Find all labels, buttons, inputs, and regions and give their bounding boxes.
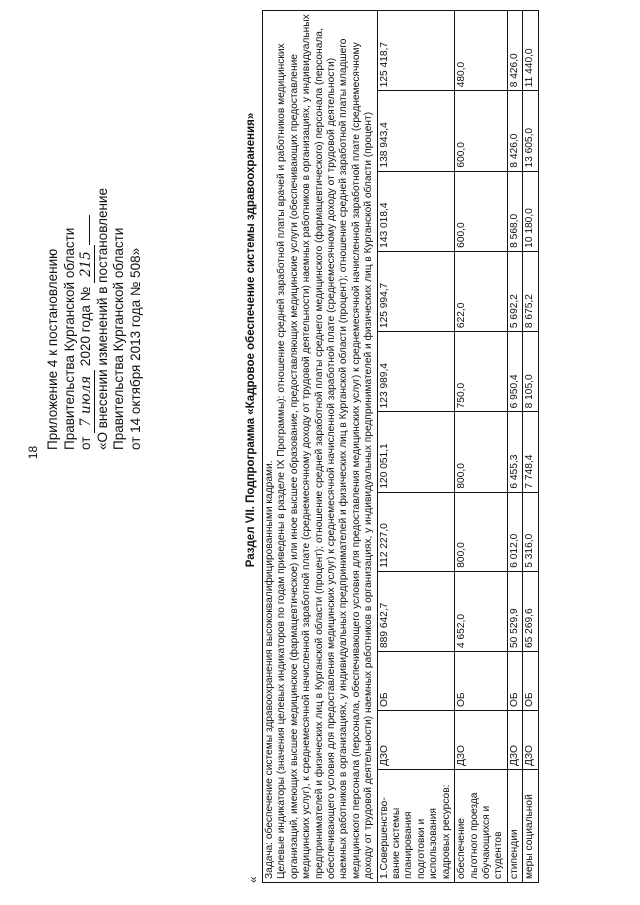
row-value: 600,0 [455,171,508,251]
row-value: 5 316,0 [523,492,538,571]
row-name: стипендии [507,770,522,883]
opening-quote: « [246,876,260,883]
appendix-line-1: Приложение 4 к постановлению [45,248,60,450]
row-value: 50 529,9 [507,571,522,651]
date-year: 2020 года № [78,286,93,367]
row-source: ОБ [377,652,454,711]
row-name: меры социальной [523,770,538,883]
row-value: 8 426,0 [507,91,522,171]
row-value: 125 994,7 [377,251,454,331]
task-text: Задача: обеспечение системы здравоохранения высококвалифицированными кадрами. [264,460,275,879]
subprogram-table [262,10,539,883]
row-value: 8 568,0 [507,171,522,251]
row-executor: ДЗО [455,711,508,770]
task-row [263,11,378,883]
row-value: 800,0 [455,492,508,571]
section-title: Раздел VII. Подпрограмма «Кадровое обеспечение системы здравоохранения» [245,112,257,568]
row-value: 5 692,2 [507,251,522,331]
table-row [523,11,538,883]
indicators-text: Целевые индикаторы (значения целевых индикаторов по годам приведены в разделе IX Программы): отношение средней заработной платы врачей и работников медицинских организаций, имеющих высшее медицинское (фармацевтическое) или иное высшее образование, предоставляющих медицинские услуги (обеспечивающих предоставление медицинских услуг), к среднемесячной начисленной заработной плате (среднемесячному доходу от трудовой деятельности) наемных работников в организациях, у индивидуальных предпринимателей и физических лиц в Курганской области (процент); отношение средней заработной платы среднего медицинского (фармацевтического) персонала (персонала, обеспечивающего условия для предоставления медицинских услуг) к среднемесячной начисленной заработной плате (среднемесячному доходу от трудовой деятельности) наемных работников в организациях, у индивидуальных предпринимателей и физических лиц в Курганской области (процент); отношение средней заработной платы младшего медицинского персонала (персонала, обеспечивающего условия для предоставления медицинских услуг) к среднемесячной начисленной заработной плате (среднемесячному доходу от трудовой деятельности) наемных работников в организациях, у индивидуальных предпринимателей и физических лиц в Курганской области (процент) [276,14,375,879]
appendix-line-4: «О внесении изменений в постановление [94,188,110,450]
row-value: 622,0 [455,251,508,331]
row-executor: ДЗО [507,711,522,770]
row-name: обеспечение льготного проезда обучающихся и студентов [455,770,508,883]
row-value: 65 269,6 [523,571,538,651]
appendix-header [45,90,144,450]
table-row [455,11,508,883]
handwritten-number: 215 [78,245,95,283]
appendix-line-2: Правительства Курганской области [61,227,77,450]
row-value: 6 012,0 [507,492,522,571]
row-value: 889 642,7 [377,571,454,651]
date-prefix: от [78,436,93,450]
row-value: 750,0 [455,332,508,412]
row-source: ОБ [507,652,522,711]
row-executor: ДЗО [377,711,454,770]
row-value: 6 950,4 [507,332,522,412]
table-row [377,11,454,883]
row-value: 8 426,0 [507,11,522,91]
row-value: 112 227,0 [377,492,454,571]
row-value: 143 018,4 [377,171,454,251]
row-value: 4 652,0 [455,571,508,651]
number-underline [89,215,90,245]
handwritten-date: 7 июля [78,370,95,433]
row-value: 6 455,3 [507,412,522,492]
appendix-date-line [78,90,95,450]
row-name: 1.Совершенство-вание системы планирования подготовки и использования кадровых ресурсов: [377,770,454,883]
row-source: ОБ [523,652,538,711]
row-value: 8 675,2 [523,251,538,331]
table-row [507,11,522,883]
row-value: 8 105,0 [523,332,538,412]
appendix-line-6: от 14 октября 2013 года № 508» [127,247,143,450]
row-value: 138 943,4 [377,91,454,171]
row-executor: ДЗО [523,711,538,770]
row-value: 13 605,0 [523,91,538,171]
task-cell [263,11,378,883]
row-value: 600,0 [455,91,508,171]
row-value: 7 748,4 [523,412,538,492]
row-value: 11 440,0 [523,11,538,91]
page-number: 18 [26,445,40,460]
row-value: 125 418,7 [377,11,454,91]
row-value: 10 180,0 [523,171,538,251]
row-value: 480,0 [455,11,508,91]
row-value: 123 989,4 [377,332,454,412]
appendix-line-5: Правительства Курганской области [111,227,126,450]
row-value: 120 051,1 [377,412,454,492]
row-value: 800,0 [455,412,508,492]
row-source: ОБ [455,652,508,711]
